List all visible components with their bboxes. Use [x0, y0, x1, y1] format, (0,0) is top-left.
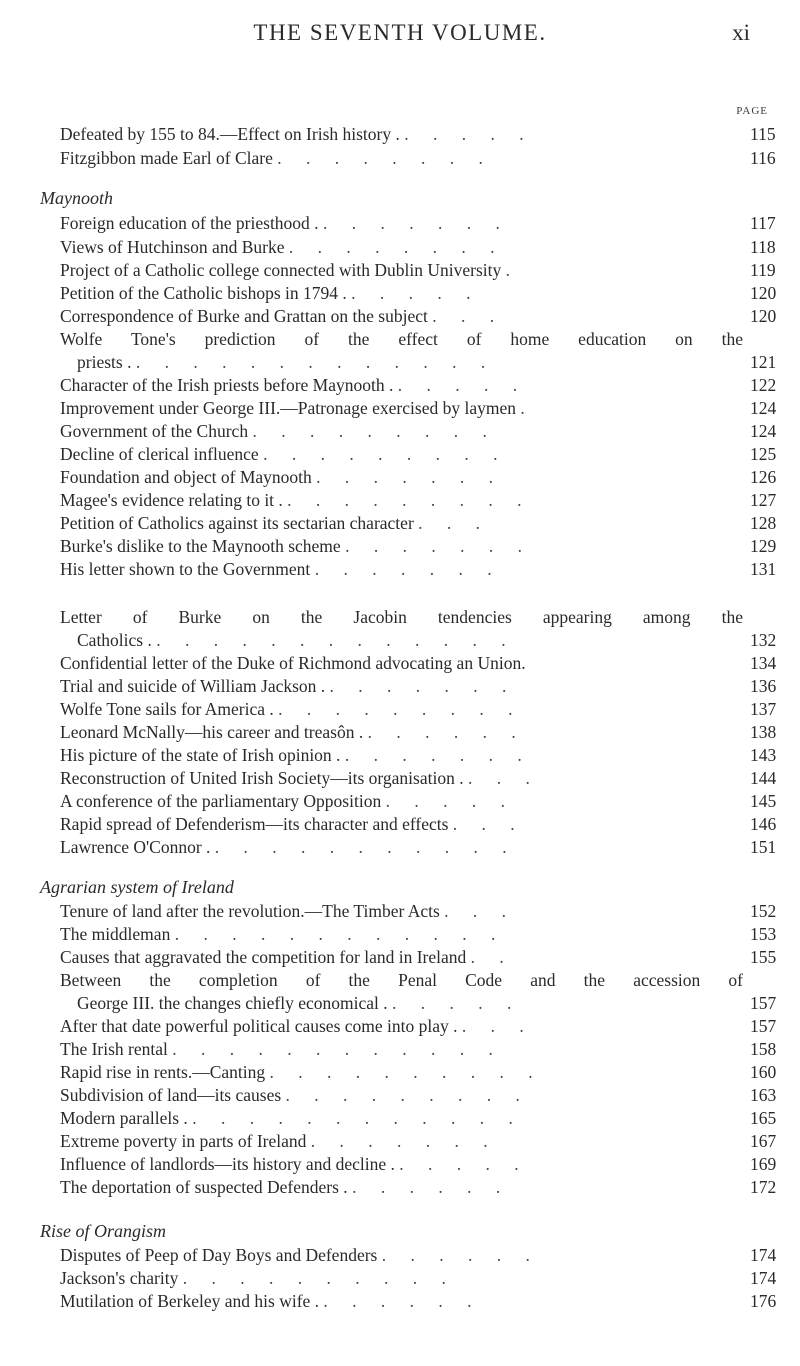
toc-page-number: 157 [750, 993, 777, 1013]
toc-entry [60, 146, 776, 170]
running-title: THE SEVENTH VOLUME. [253, 20, 547, 45]
toc-entry [60, 1037, 777, 1061]
dot-leader: . . . . . . [323, 1291, 482, 1311]
toc-entry-text: Subdivision of land—its causes [60, 1085, 282, 1105]
toc-entry-text: After that date powerful political causes come into play . [60, 1016, 458, 1036]
toc-page-number: 146 [750, 814, 777, 834]
toc-entry-text: Confidential letter of the Duke of Richmond advocating an Union. [60, 653, 526, 673]
toc-entry-text: Influence of landlords—its history and decline . [60, 1154, 395, 1174]
toc-page-number: 144 [750, 768, 777, 788]
dot-leader: . . . [418, 513, 491, 533]
toc-entry [60, 511, 777, 535]
toc-entry-text: priests . [77, 352, 132, 372]
toc-entry [60, 122, 776, 146]
running-header [0, 14, 800, 54]
toc-page-number: 120 [750, 306, 777, 326]
toc-entry-text: Petition of the Catholic bishops in 1794 . [60, 283, 347, 303]
toc-entry-continuation [77, 350, 777, 374]
toc-entry-text: Reconstruction of United Irish Society—its organisation . [60, 768, 464, 788]
toc-entry [60, 945, 777, 969]
toc-entry [60, 743, 777, 767]
toc-page-number: 153 [750, 924, 777, 944]
toc-entry-text: Rapid rise in rents.—Canting [60, 1062, 266, 1082]
dot-leader: . [520, 398, 535, 418]
toc-entry-text: Trial and suicide of William Jackson . [60, 676, 326, 696]
dot-leader: . . . . . . . . . [263, 444, 508, 464]
dot-leader: . . . . . . . . [277, 148, 493, 168]
toc-page-number: 118 [750, 237, 776, 257]
toc-page-number: 138 [750, 722, 777, 742]
toc-page-number: 124 [750, 398, 777, 418]
toc-page-number: 165 [750, 1108, 777, 1128]
toc-entry [60, 835, 777, 859]
toc-entry [60, 235, 776, 259]
toc-entry-text: Wolfe Tone sails for America . [60, 699, 274, 719]
dot-leader: . . . . . . . . . . . . [192, 1108, 523, 1128]
dot-leader: . . . . . . . . . . . . [174, 924, 506, 944]
toc-page-number: 151 [750, 837, 777, 857]
toc-entry [60, 1243, 777, 1267]
toc-entry-text: Burke's dislike to the Maynooth scheme [60, 536, 341, 556]
toc-entry-text: His picture of the state of Irish opinion . [60, 745, 341, 765]
dot-leader: . . . . . . . . . . . . . [156, 630, 516, 650]
toc-entry-text: Foundation and object of Maynooth [60, 467, 312, 487]
toc-entry-text: Magee's evidence relating to it . [60, 490, 283, 510]
toc-entry [60, 651, 777, 675]
toc-entry [60, 373, 777, 397]
toc-entry-text: A conference of the parliamentary Opposition [60, 791, 382, 811]
toc-entry [60, 720, 777, 744]
dot-leader: . . . . . . . [344, 745, 532, 765]
toc-entry [60, 697, 777, 721]
dot-leader: . . . . . . . . . . . . [172, 1039, 503, 1059]
dot-leader: . . . . . . [352, 1177, 511, 1197]
dot-leader: . . . . . [392, 993, 522, 1013]
toc-page-number: 158 [750, 1039, 777, 1059]
toc-entry [60, 789, 777, 813]
toc-entry [60, 258, 776, 282]
section-heading-orangism: Rise of Orangism [40, 1221, 166, 1241]
dot-leader: . . . . . . . [322, 213, 510, 233]
toc-entry [60, 557, 777, 581]
toc-page-number: 126 [750, 467, 777, 487]
toc-entry-text: Causes that aggravated the competition for land in Ireland [60, 947, 467, 967]
toc-entry-text: Improvement under George III.—Patronage exercised by laymen [60, 398, 516, 418]
toc-entry-continuation [77, 628, 777, 652]
toc-entry [60, 281, 777, 305]
toc-page-number: 125 [750, 444, 777, 464]
toc-entry [60, 1106, 777, 1130]
toc-page-number: 145 [750, 791, 777, 811]
toc-entry-text: Mutilation of Berkeley and his wife . [60, 1291, 320, 1311]
dot-leader: . . . . . . . . . [278, 699, 523, 719]
toc-entry-text: The middleman [60, 924, 171, 944]
toc-entry [60, 1014, 777, 1038]
toc-page-number: 134 [750, 653, 777, 673]
toc-entry-text: Project of a Catholic college connected with Dublin University [60, 260, 502, 280]
toc-entry [60, 674, 777, 698]
toc-page-number: 121 [750, 352, 777, 372]
toc-entry-text: Character of the Irish priests before Maynooth . [60, 375, 394, 395]
dot-leader: . . . . . . . . . . . . . [135, 352, 496, 372]
toc-page-number: 120 [750, 283, 777, 303]
toc-entry-wrapped-line: Wolfe Tone's prediction of the effect of home education on the [60, 329, 743, 349]
dot-leader: . . . . . [385, 791, 515, 811]
dot-leader: . . . . . . . [316, 467, 504, 487]
toc-entry [60, 1152, 777, 1176]
dot-leader: . . . [461, 1016, 534, 1036]
toc-entry-text: Rapid spread of Defenderism—its character and effects [60, 814, 449, 834]
toc-entry [60, 442, 777, 466]
dot-leader: . . . . . [351, 283, 481, 303]
toc-page-number: 124 [750, 421, 777, 441]
toc-entry [60, 211, 776, 235]
toc-entry [60, 1266, 777, 1290]
toc-page-number: 143 [750, 745, 777, 765]
toc-page-number: 122 [750, 375, 777, 395]
toc-page-number: 128 [750, 513, 777, 533]
toc-entry [60, 488, 777, 512]
toc-entry-text: Jackson's charity [60, 1268, 179, 1288]
dot-leader: . . . . . . [381, 1245, 540, 1265]
toc-entry [60, 1083, 777, 1107]
toc-page-number: 167 [750, 1131, 777, 1151]
page-column-label: PAGE [736, 105, 768, 117]
toc-entry-text: Disputes of Peep of Day Boys and Defenders [60, 1245, 378, 1265]
toc-entry [60, 534, 777, 558]
dot-leader: . . . . . . . . . [252, 421, 497, 441]
toc-entry-text: George III. the changes chiefly economical . [77, 993, 388, 1013]
toc-entry [60, 899, 777, 923]
toc-entry [60, 396, 777, 420]
toc-page-number: 127 [750, 490, 777, 510]
toc-page-number: 176 [750, 1291, 777, 1311]
dot-leader: . . . . . . . . . . [182, 1268, 456, 1288]
toc-entry-text: Leonard McNally—his career and treasôn . [60, 722, 364, 742]
dot-leader: . . . . . [397, 375, 528, 395]
toc-page-number: 131 [750, 559, 777, 579]
dot-leader: . . . . . . . [329, 676, 517, 696]
dot-leader: . . . [467, 768, 540, 788]
toc-page-number: 137 [750, 699, 777, 719]
toc-entry [60, 1129, 777, 1153]
dot-leader: . . . [432, 306, 505, 326]
dot-leader: . [505, 260, 521, 280]
dot-leader: . . . . . . . . . [287, 490, 532, 510]
toc-entry-text: The Irish rental [60, 1039, 168, 1059]
dot-leader: . . . . . . . [314, 559, 502, 579]
toc-entry-text: Petition of Catholics against its sectarian character [60, 513, 414, 533]
dot-leader: . . . [444, 901, 517, 921]
page-number: xi [732, 20, 750, 45]
toc-page-number: 117 [750, 213, 776, 233]
toc-page-number: 152 [750, 901, 777, 921]
dot-leader: . . [470, 947, 514, 967]
toc-entry-text: Views of Hutchinson and Burke [60, 237, 285, 257]
section-heading-agrarian: Agrarian system of Ireland [40, 877, 234, 897]
dot-leader: . . . . . . . . . . . [214, 837, 517, 857]
dot-leader: . . . . . . [367, 722, 526, 742]
toc-page-number: 172 [750, 1177, 777, 1197]
toc-page-number: 169 [750, 1154, 777, 1174]
dot-leader: . . . . . [399, 1154, 529, 1174]
toc-page-number: 163 [750, 1085, 777, 1105]
toc-entry-continuation [77, 991, 777, 1015]
toc-page-number: 115 [750, 124, 776, 144]
toc-entry-text: Government of the Church [60, 421, 249, 441]
dot-leader: . . . . . . . [310, 1131, 498, 1151]
toc-entry-text: Fitzgibbon made Earl of Clare [60, 148, 273, 168]
toc-entry [60, 922, 777, 946]
dot-leader: . . . [452, 814, 525, 834]
toc-entry-wrapped-line: Between the completion of the Penal Code and the accession of [60, 970, 743, 990]
toc-entry [60, 1060, 777, 1084]
dot-leader: . . . . . [404, 124, 534, 144]
toc-entry-text: Correspondence of Burke and Grattan on the subject [60, 306, 428, 326]
dot-leader: . . . . . . . . . [285, 1085, 530, 1105]
toc-entry-text: Catholics . [77, 630, 152, 650]
toc-entry-text: Tenure of land after the revolution.—The Timber Acts [60, 901, 440, 921]
toc-entry [60, 812, 777, 836]
toc-entry [60, 465, 777, 489]
toc-page-number: 136 [750, 676, 777, 696]
toc-entry-text: Foreign education of the priesthood . [60, 213, 319, 233]
toc-page-number: 132 [750, 630, 777, 650]
toc-entry-text: Modern parallels . [60, 1108, 188, 1128]
toc-page-number: 174 [750, 1268, 777, 1288]
toc-entry-text: Decline of clerical influence [60, 444, 259, 464]
toc-entry [60, 766, 777, 790]
section-heading-maynooth: Maynooth [40, 188, 113, 208]
toc-entry [60, 304, 777, 328]
dot-leader: . . . . . . . . . . [269, 1062, 543, 1082]
toc-page-number: 157 [750, 1016, 777, 1036]
toc-page-number: 116 [750, 148, 776, 168]
toc-entry-text: Extreme poverty in parts of Ireland [60, 1131, 307, 1151]
toc-entry-text: His letter shown to the Government [60, 559, 311, 579]
toc-entry-text: The deportation of suspected Defenders . [60, 1177, 348, 1197]
dot-leader: . . . . . . . [345, 536, 532, 556]
toc-page-number: 174 [750, 1245, 777, 1265]
toc-entry [60, 419, 777, 443]
toc-entry-wrapped-line: Letter of Burke on the Jacobin tendencies appearing among the [60, 607, 743, 627]
toc-page-number: 160 [750, 1062, 777, 1082]
toc-entry [60, 1289, 777, 1313]
toc-entry [60, 1175, 777, 1199]
dot-leader: . . . . . . . . [288, 237, 505, 257]
toc-entry-text: Defeated by 155 to 84.—Effect on Irish history . [60, 124, 400, 144]
toc-page-number: 119 [750, 260, 776, 280]
toc-page-number: 155 [750, 947, 777, 967]
toc-entry-text: Lawrence O'Connor . [60, 837, 211, 857]
toc-page-number: 129 [750, 536, 777, 556]
